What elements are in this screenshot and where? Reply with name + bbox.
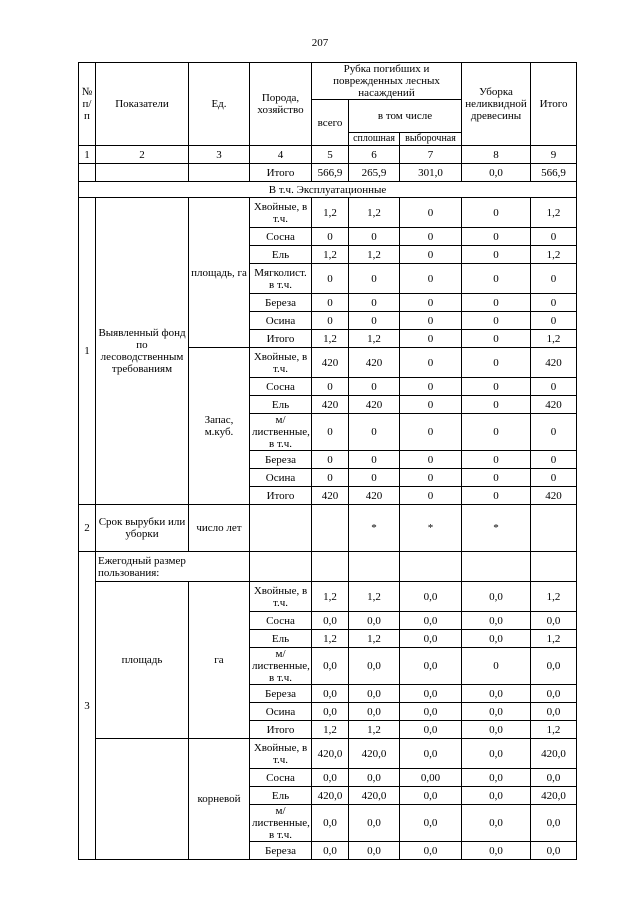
column-number: 3 <box>189 146 250 164</box>
value-cell: 0 <box>531 264 577 294</box>
value-cell: 0,0 <box>462 703 531 721</box>
value-cell: 0,0 <box>462 685 531 703</box>
value-cell: 0 <box>312 228 349 246</box>
empty-cell <box>349 552 400 582</box>
breed-label: м/лиственные, в т.ч. <box>250 805 312 842</box>
breed-label: Сосна <box>250 378 312 396</box>
breed-label: Береза <box>250 294 312 312</box>
value-cell: 0 <box>531 451 577 469</box>
breed-label: Осина <box>250 469 312 487</box>
section-title: В т.ч. Эксплуатационные <box>79 182 577 198</box>
value-cell: 0,0 <box>349 612 400 630</box>
header-cleaning: Уборка неликвидной древесины <box>462 63 531 146</box>
value-cell: 420 <box>349 348 400 378</box>
value-cell: 0,0 <box>400 787 462 805</box>
value-cell: 0 <box>462 198 531 228</box>
value-cell: 0 <box>400 294 462 312</box>
column-number: 6 <box>349 146 400 164</box>
value-cell: 0,0 <box>349 805 400 842</box>
empty-cell <box>189 164 250 182</box>
value-cell: 420,0 <box>312 739 349 769</box>
breed-label: Береза <box>250 842 312 860</box>
value-cell: 0,0 <box>462 630 531 648</box>
value-cell: 420 <box>531 396 577 414</box>
breed-label: м/лиственные, в т.ч. <box>250 648 312 685</box>
value-cell: 420 <box>531 348 577 378</box>
value-cell: 0 <box>349 228 400 246</box>
breed-label: Итого <box>250 330 312 348</box>
value-cell: 0,0 <box>531 842 577 860</box>
value-cell: 0,0 <box>531 805 577 842</box>
total-row <box>79 164 577 182</box>
value-cell: 420 <box>312 396 349 414</box>
value-cell: 0,0 <box>312 769 349 787</box>
value-cell: 0,0 <box>349 648 400 685</box>
block1-indicator: Выявленный фонд по лесоводственным требованиям <box>96 198 189 505</box>
value-cell: * <box>462 505 531 552</box>
breed-label: Ель <box>250 787 312 805</box>
value-cell: 0 <box>400 312 462 330</box>
breed-label: Итого <box>250 487 312 505</box>
value-cell: 0,0 <box>400 685 462 703</box>
block3-area-label: площадь <box>96 582 189 739</box>
value-cell: 0,0 <box>531 648 577 685</box>
block3-root-row <box>79 739 577 769</box>
value-cell: 0 <box>312 469 349 487</box>
value-cell: 0 <box>462 396 531 414</box>
value-cell: 0 <box>400 451 462 469</box>
value-cell: 0 <box>312 312 349 330</box>
value-cell: 0 <box>462 348 531 378</box>
value-cell: 0,0 <box>312 648 349 685</box>
breed-label: Хвойные, в т.ч. <box>250 582 312 612</box>
breed-label: Осина <box>250 312 312 330</box>
value-cell: 0 <box>462 294 531 312</box>
value-cell: 0 <box>349 414 400 451</box>
value-cell: 1,2 <box>349 330 400 348</box>
value-cell: 0 <box>462 246 531 264</box>
breed-label: Осина <box>250 703 312 721</box>
value-cell: 420,0 <box>349 787 400 805</box>
empty-cell <box>312 552 349 582</box>
header-row-1 <box>79 63 577 100</box>
header-indicators: Показатели <box>96 63 189 146</box>
header-selective: выборочная <box>400 133 462 146</box>
value-cell: 0,0 <box>400 721 462 739</box>
value-cell: 1,2 <box>349 246 400 264</box>
value-cell: 0 <box>312 451 349 469</box>
breed-label: Сосна <box>250 228 312 246</box>
value-cell: 1,2 <box>349 721 400 739</box>
header-solid: сплошная <box>349 133 400 146</box>
empty-cell <box>96 739 189 860</box>
value-cell: 0,0 <box>312 612 349 630</box>
breed-label: Береза <box>250 685 312 703</box>
value-cell: 0,0 <box>400 805 462 842</box>
value-cell: 0,0 <box>400 582 462 612</box>
value-cell: 1,2 <box>531 198 577 228</box>
empty-cell <box>96 164 189 182</box>
value-cell: 1,2 <box>531 330 577 348</box>
value-cell: 1,2 <box>312 721 349 739</box>
block2-unit: число лет <box>189 505 250 552</box>
column-numbers-row <box>79 146 577 164</box>
value-cell: 0,0 <box>400 630 462 648</box>
page-number: 207 <box>311 37 329 49</box>
value-cell: 0,0 <box>462 805 531 842</box>
value-cell: 420,0 <box>312 787 349 805</box>
value-cell: 0 <box>462 378 531 396</box>
value-cell: 0,0 <box>462 787 531 805</box>
block3-title: Ежегодный размер пользования: <box>96 552 250 582</box>
value-cell: 0 <box>531 414 577 451</box>
value-cell: 0,0 <box>462 721 531 739</box>
section-title-row <box>79 182 577 198</box>
value-cell: 420,0 <box>349 739 400 769</box>
value-cell: 0,0 <box>312 685 349 703</box>
empty-cell <box>400 552 462 582</box>
column-number: 2 <box>96 146 189 164</box>
block1-area-unit: площадь, га <box>189 198 250 348</box>
value-cell: 1,2 <box>312 630 349 648</box>
value-cell: 0 <box>531 378 577 396</box>
value-cell: 0 <box>400 396 462 414</box>
value-cell: 0 <box>349 378 400 396</box>
value-cell: 1,2 <box>312 330 349 348</box>
value-cell: 0,0 <box>349 685 400 703</box>
value-cell: 1,2 <box>531 582 577 612</box>
value-cell: 1,2 <box>349 582 400 612</box>
value-cell: 0,0 <box>312 842 349 860</box>
column-number: 1 <box>79 146 96 164</box>
value-cell: 0 <box>349 294 400 312</box>
header-all: всего <box>312 100 349 146</box>
value-cell: 0 <box>400 330 462 348</box>
header-including: в том числе <box>349 100 462 133</box>
value-cell: 0 <box>400 469 462 487</box>
value-cell: 0,0 <box>531 769 577 787</box>
breed-label: м/лиственные, в т.ч. <box>250 414 312 451</box>
value-cell: 0 <box>462 648 531 685</box>
value-cell: 0,0 <box>531 703 577 721</box>
value-cell: 0 <box>400 246 462 264</box>
block1-num: 1 <box>79 198 96 505</box>
column-number: 7 <box>400 146 462 164</box>
empty-cell <box>531 552 577 582</box>
value-cell: 0,0 <box>400 612 462 630</box>
value-cell: 0 <box>531 312 577 330</box>
value-cell: 0 <box>462 312 531 330</box>
empty-cell <box>462 552 531 582</box>
breed-label: Сосна <box>250 769 312 787</box>
block1-area-row <box>79 198 577 228</box>
value-cell: 0,0 <box>400 703 462 721</box>
value-cell <box>531 505 577 552</box>
breed-label: Хвойные, в т.ч. <box>250 198 312 228</box>
value-cell: 0 <box>312 378 349 396</box>
value-cell: 420 <box>312 348 349 378</box>
value-cell: 265,9 <box>349 164 400 182</box>
value-cell: 0 <box>462 264 531 294</box>
value-cell: 0 <box>462 487 531 505</box>
forest-table <box>78 62 577 860</box>
value-cell: 420 <box>312 487 349 505</box>
value-cell: * <box>349 505 400 552</box>
value-cell: 0 <box>349 264 400 294</box>
value-cell: 0,0 <box>349 703 400 721</box>
value-cell: 0,0 <box>531 612 577 630</box>
value-cell: 0 <box>349 451 400 469</box>
value-cell: 0,0 <box>462 164 531 182</box>
value-cell: 0 <box>349 312 400 330</box>
block1-stock-unit: Запас, м.куб. <box>189 348 250 505</box>
value-cell: 0,0 <box>462 769 531 787</box>
value-cell: 0,0 <box>462 612 531 630</box>
value-cell: 0 <box>462 414 531 451</box>
breed-label: Хвойные, в т.ч. <box>250 348 312 378</box>
breed-label: Береза <box>250 451 312 469</box>
block3-area-row <box>79 582 577 612</box>
value-cell: 1,2 <box>312 198 349 228</box>
value-cell: 1,2 <box>312 582 349 612</box>
column-number: 4 <box>250 146 312 164</box>
value-cell: 0,0 <box>312 703 349 721</box>
value-cell: 1,2 <box>531 246 577 264</box>
value-cell: 301,0 <box>400 164 462 182</box>
breed-label: Ель <box>250 630 312 648</box>
value-cell: 0 <box>531 228 577 246</box>
value-cell: 1,2 <box>349 198 400 228</box>
breed-label: Хвойные, в т.ч. <box>250 739 312 769</box>
value-cell: 420,0 <box>531 787 577 805</box>
value-cell: 420 <box>349 396 400 414</box>
empty-cell <box>250 552 312 582</box>
value-cell: 0 <box>400 198 462 228</box>
value-cell: 420,0 <box>531 739 577 769</box>
value-cell: 1,2 <box>531 721 577 739</box>
value-cell: 0 <box>462 451 531 469</box>
value-cell: 0,0 <box>462 842 531 860</box>
value-cell: 0,0 <box>531 685 577 703</box>
breed-label: Ель <box>250 246 312 264</box>
value-cell: 0 <box>349 469 400 487</box>
value-cell: 1,2 <box>312 246 349 264</box>
value-cell: 0,0 <box>349 769 400 787</box>
value-cell: 0,0 <box>400 739 462 769</box>
value-cell: 0 <box>312 264 349 294</box>
value-cell: 0,0 <box>462 739 531 769</box>
value-cell: 0 <box>400 348 462 378</box>
block3-root-label: корневой <box>189 739 250 860</box>
value-cell: 0 <box>312 414 349 451</box>
block3-area-unit: га <box>189 582 250 739</box>
value-cell: 0 <box>400 414 462 451</box>
value-cell: 0 <box>531 469 577 487</box>
breed-label: Мягколист. в т.ч. <box>250 264 312 294</box>
value-cell: 0,00 <box>400 769 462 787</box>
value-cell: 0 <box>400 487 462 505</box>
value-cell: 420 <box>531 487 577 505</box>
value-cell: 566,9 <box>531 164 577 182</box>
value-cell: 0 <box>462 469 531 487</box>
empty-cell <box>250 505 312 552</box>
value-cell: * <box>400 505 462 552</box>
value-cell: 0,0 <box>349 842 400 860</box>
value-cell: 0,0 <box>312 805 349 842</box>
breed-label: Сосна <box>250 612 312 630</box>
block3-num: 3 <box>79 552 96 860</box>
header-breed: Порода, хозяйство <box>250 63 312 146</box>
value-cell: 0 <box>531 294 577 312</box>
column-number: 5 <box>312 146 349 164</box>
value-cell <box>312 505 349 552</box>
value-cell: 0 <box>400 264 462 294</box>
column-number: 9 <box>531 146 577 164</box>
value-cell: 0 <box>312 294 349 312</box>
value-cell: 0,0 <box>400 648 462 685</box>
breed-label: Ель <box>250 396 312 414</box>
breed-label: Итого <box>250 721 312 739</box>
header-unit: Ед. <box>189 63 250 146</box>
header-total: Итого <box>531 63 577 146</box>
value-cell: 0 <box>462 330 531 348</box>
value-cell: 420 <box>349 487 400 505</box>
value-cell: 566,9 <box>312 164 349 182</box>
total-label: Итого <box>250 164 312 182</box>
value-cell: 0,0 <box>400 842 462 860</box>
block2-num: 2 <box>79 505 96 552</box>
value-cell: 0 <box>400 378 462 396</box>
value-cell: 0 <box>462 228 531 246</box>
value-cell: 1,2 <box>531 630 577 648</box>
block2-indicator: Срок вырубки или уборки <box>96 505 189 552</box>
block2-row <box>79 505 577 552</box>
header-num: № п/п <box>79 63 96 146</box>
value-cell: 1,2 <box>349 630 400 648</box>
header-felling: Рубка погибших и поврежденных лесных насаждений <box>312 63 462 100</box>
column-number: 8 <box>462 146 531 164</box>
empty-cell <box>79 164 96 182</box>
value-cell: 0,0 <box>462 582 531 612</box>
value-cell: 0 <box>400 228 462 246</box>
block3-title-row <box>79 552 577 582</box>
